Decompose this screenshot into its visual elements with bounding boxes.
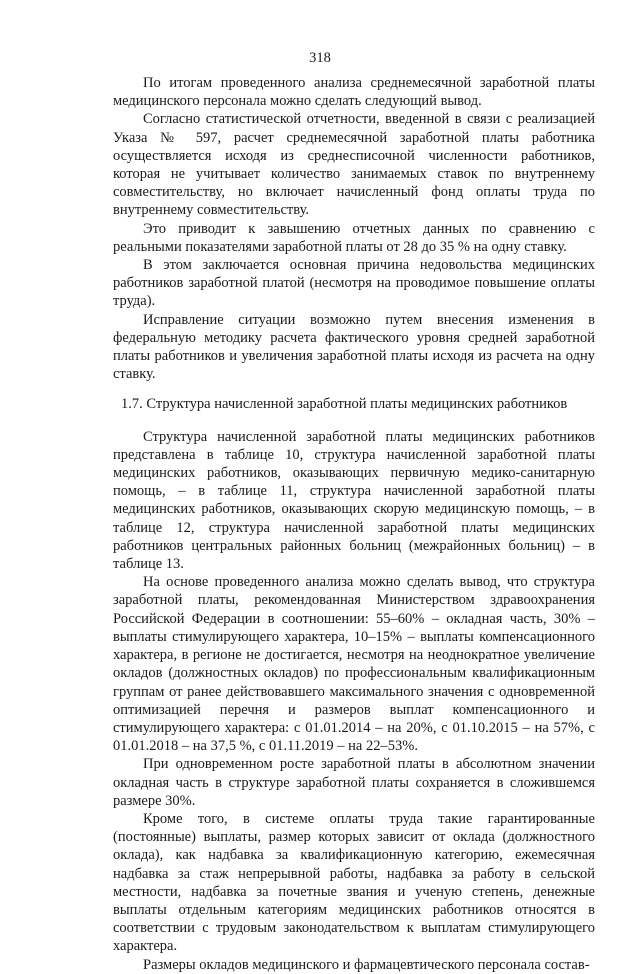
paragraph: На основе проведенного анализа можно сделать вывод, что структура заработной платы, рекомендованная Министерством здравоохранения Российской Федерации в соотношении: 55–60% – окладная часть, 30% – выплаты стимулирующего характера, 10–15% – выплаты компенсационного характера, в регионе не достигается, несмотря на неоднократное увеличение окладов (должностных окладов) по профессиональным квалификационным группам от ранее действовавшего максимального значения с одновременной оптимизацией перечня и размеров выплат компенсационного и стимулирующего характера: с 01.01.2014 – на 20%, с 01.10.2015 – на 57%, с 01.01.2018 – на 37,5 %, с 01.11.2019 – на 22–53%. [113, 574, 595, 755]
section-heading: 1.7. Структура начисленной заработной платы медицинских работников [121, 396, 568, 413]
paragraph: Кроме того, в системе оплаты труда такие гарантированные (постоянные) выплаты, размер которых зависит от оклада (должностного оклада), как надбавка за квалификационную категорию, ежемесячная надбавка за стаж непрерывной работы, надбавка за работу в сельской местности, надбавка за почетные звания и ученую степень, денежные выплаты отдельным категориям медицинских работников относятся в соответствии с трудовым законодательством к выплатам стимулирующего характера. [113, 810, 595, 955]
paragraph: При одновременном росте заработной платы в абсолютном значении окладная часть в структуре заработной платы сохраняется в сложившемся размере 30%. [113, 756, 595, 809]
paragraph: По итогам проведенного анализа среднемесячной заработной платы медицинского персонала можно сделать следующий вывод. [113, 75, 595, 110]
paragraph: Структура начисленной заработной платы медицинских работников представлена в таблице 10, структура начисленной заработной платы медицинских работников, оказывающих первичную медико-санитарную помощь, – в таблице 11, структура начисленной заработной платы медицинских работников, оказывающих скорую медицинскую помощь, – в таблице 12, структура начисленной заработной платы медицинских работников центральных районных больниц (межрайонных больниц) – в таблице 13. [113, 428, 595, 573]
paragraph: Исправление ситуации возможно путем внесения изменения в федеральную методику расчета фактического уровня средней заработной платы работников и увеличения заработной платы исходя из расчета на одну ставку. [113, 311, 595, 383]
document-body [113, 74, 595, 974]
paragraph: В этом заключается основная причина недовольства медицинских работников заработной платой (несмотря на проводимое повышение оплаты труда). [113, 257, 595, 310]
page-number: 318 [309, 50, 331, 66]
paragraph: Согласно статистической отчетности, введенной в связи с реализацией Указа № 597, расчет среднемесячной заработной платы работника осуществляется исходя из среднесписочной численности работников, которая не учитывает количество занимаемых ставок по внутреннему совместительству, но включает начисленный фонд оплаты труда по внутреннему совместительству. [113, 111, 595, 219]
paragraph: Размеры окладов медицинского и фармацевтического персонала состав- [143, 956, 590, 973]
paragraph: Это приводит к завышению отчетных данных по сравнению с реальными показателями заработной платы от 28 до 35 % на одну ставку. [113, 220, 595, 255]
